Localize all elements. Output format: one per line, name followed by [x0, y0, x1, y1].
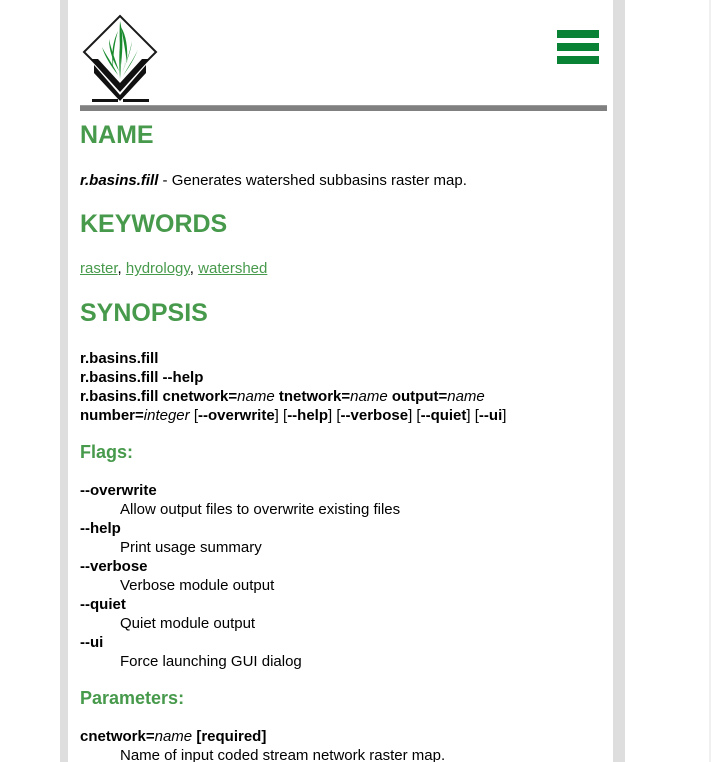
- bracket-open: [: [336, 407, 341, 424]
- section-heading-name: NAME: [80, 121, 154, 149]
- name-separator: -: [158, 171, 172, 189]
- parameter-equals: =: [145, 727, 155, 745]
- bracket-close: ]: [502, 407, 507, 424]
- flag-overwrite: --overwrite: [197, 407, 275, 424]
- param-value-output: name: [447, 388, 485, 405]
- flag-term-help: --help: [80, 519, 121, 537]
- keyword-link-watershed[interactable]: watershed: [198, 260, 268, 278]
- bracket-close: ]: [328, 407, 333, 424]
- menu-bar-2: [557, 43, 599, 51]
- hamburger-menu-icon[interactable]: [557, 27, 599, 67]
- flag-desc-overwrite: Allow output files to overwrite existing files: [120, 500, 401, 518]
- bracket-open: [: [283, 407, 288, 424]
- flag-ui: --ui: [478, 407, 503, 424]
- param-key-number: number=: [80, 407, 144, 424]
- spacer: [80, 425, 607, 443]
- document-body: [68, 0, 613, 762]
- flag-verbose: --verbose: [340, 407, 409, 424]
- module-summary: [80, 172, 607, 189]
- parameter-desc-cnetwork: Name of input coded stream network raster map.: [120, 746, 446, 762]
- section-heading-keywords: KEYWORDS: [80, 209, 228, 238]
- flag-desc-ui: Force launching GUI dialog: [120, 652, 302, 670]
- param-value-cnetwork: name: [237, 388, 275, 405]
- flag-desc-verbose: Verbose module output: [120, 576, 275, 594]
- flag-term-verbose: --verbose: [80, 557, 148, 575]
- keyword-link-raster[interactable]: raster: [80, 260, 118, 278]
- flag-term-overwrite: --overwrite: [80, 481, 157, 499]
- bracket-open: [: [193, 407, 198, 424]
- module-name: r.basins.fill: [80, 171, 159, 189]
- section-heading-synopsis: SYNOPSIS: [80, 298, 208, 327]
- param-key-cnetwork: cnetwork=: [162, 388, 238, 405]
- module-description: Generates watershed subbasins raster map.: [171, 171, 467, 189]
- synopsis-line-4: [80, 406, 607, 425]
- flag-term-ui: --ui: [80, 633, 104, 651]
- param-key-tnetwork: tnetwork=: [278, 388, 351, 405]
- flag-desc-quiet: Quiet module output: [120, 614, 256, 632]
- keyword-link-hydrology[interactable]: hydrology: [125, 260, 190, 278]
- param-value-tnetwork: name: [350, 388, 388, 405]
- synopsis-line-3: [80, 387, 607, 406]
- bracket-close: ]: [408, 407, 413, 424]
- param-key-output: output=: [391, 388, 448, 405]
- grass-gis-logo[interactable]: [80, 13, 160, 106]
- section-heading-parameters: Parameters:: [80, 687, 185, 708]
- bracket-open: [: [474, 407, 479, 424]
- page-edge: [709, 0, 711, 762]
- parameter-type: name: [154, 727, 193, 745]
- synopsis-line-1: [80, 349, 607, 368]
- spacer: [80, 709, 607, 727]
- synopsis-help-flag: --help: [162, 369, 204, 386]
- param-value-number: integer: [143, 407, 190, 424]
- bracket-close: ]: [274, 407, 279, 424]
- section-heading-flags: Flags:: [80, 442, 134, 462]
- parameter-key: cnetwork: [80, 727, 146, 745]
- bracket-close: ]: [466, 407, 471, 424]
- spacer: [80, 150, 607, 172]
- menu-bar-3: [557, 56, 599, 64]
- synopsis-line-2: [80, 368, 607, 387]
- spacer: [80, 671, 607, 689]
- keyword-delimiter-2: ,: [189, 260, 199, 278]
- synopsis-command: r.basins.fill: [80, 369, 159, 386]
- left-gutter: [60, 0, 68, 762]
- parameter-term-cnetwork: [80, 727, 607, 746]
- flag-desc-help: Print usage summary: [120, 538, 262, 556]
- site-header: [80, 0, 607, 100]
- page-scrollbar[interactable]: [613, 0, 625, 762]
- synopsis-command: r.basins.fill: [80, 388, 159, 405]
- flag-help: --help: [287, 407, 329, 424]
- content-column: [80, 0, 607, 762]
- spacer: [80, 278, 607, 300]
- flag-term-quiet: --quiet: [80, 595, 126, 613]
- bracket-open: [: [416, 407, 421, 424]
- spacer: [80, 463, 607, 481]
- keyword-delimiter-1: ,: [117, 260, 126, 278]
- synopsis-command: r.basins.fill: [80, 350, 159, 367]
- spacer: [80, 238, 607, 260]
- menu-bar-1: [557, 30, 599, 38]
- spacer: [80, 189, 607, 211]
- keyword-list: [80, 260, 607, 277]
- parameter-required-badge: [required]: [196, 727, 267, 745]
- spacer: [80, 327, 607, 349]
- flag-quiet: --quiet: [420, 407, 467, 424]
- header-divider: [80, 105, 607, 111]
